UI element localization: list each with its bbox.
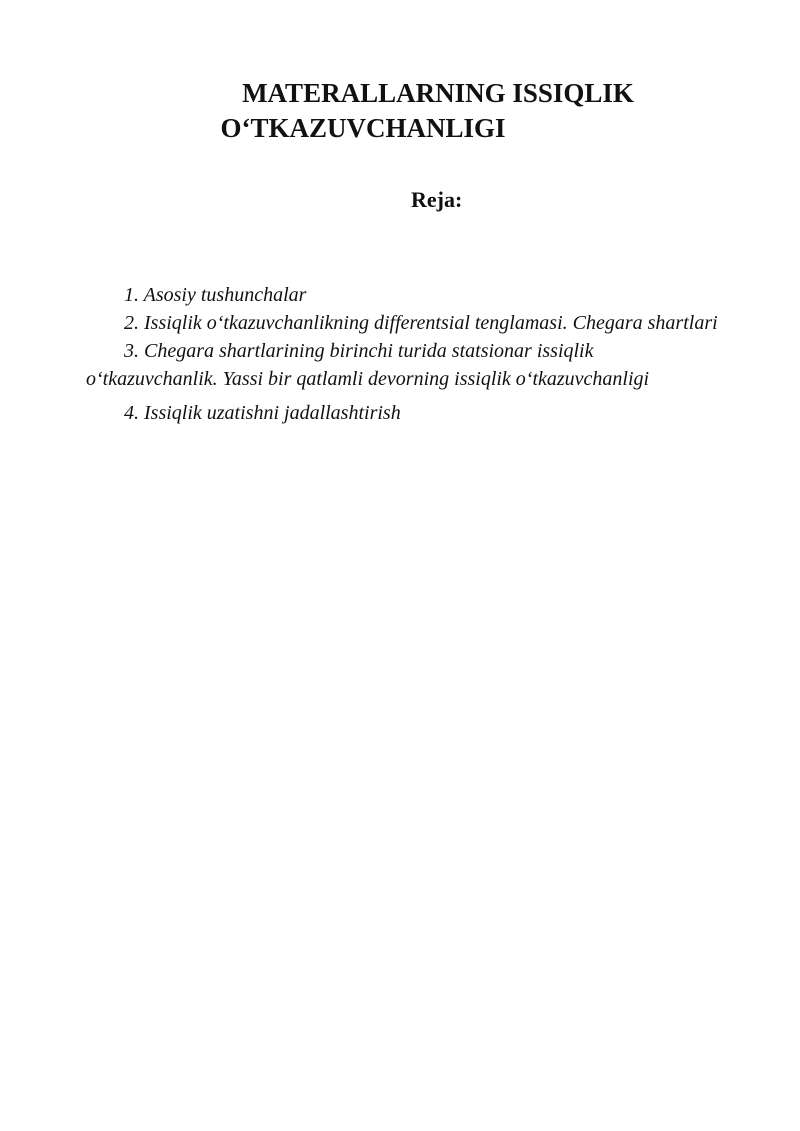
title-line-2: O‘TKAZUVCHANLIGI (220, 113, 506, 143)
title-line-1: MATERALLARNING ISSIQLIK (242, 78, 634, 108)
plan-item-1: 1. Asosiy tushunchalar (124, 284, 307, 306)
plan-list (86, 281, 726, 427)
plan-item-3: 3. Chegara shartlarining birinchi turida statsionar issiqlik o‘tkazuvchanlik. Yassi bir qatlamli devorning issiqlik o‘tkazuvchanligi (86, 340, 650, 390)
plan-heading: Reja: (411, 187, 463, 212)
plan-item-2: 2. Issiqlik o‘tkazuvchanlikning differentsial tenglamasi. Chegara shartlari (124, 312, 718, 334)
document-title (0, 76, 800, 146)
plan-item-4: 4. Issiqlik uzatishni jadallashtirish (124, 402, 401, 424)
